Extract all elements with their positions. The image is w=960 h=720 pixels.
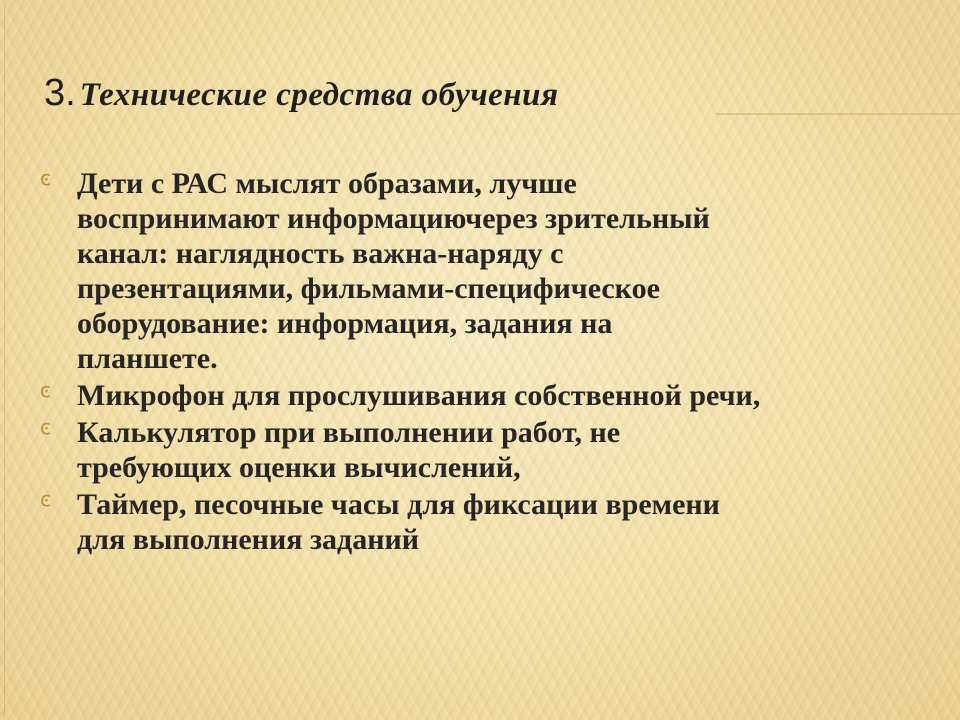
bullet-item-timer bbox=[40, 487, 940, 557]
bullet-item-microphone bbox=[40, 378, 940, 413]
bullet-text: Калькулятор при выполнении работ, не требующих оценки вычислений, bbox=[77, 416, 621, 484]
bullet-item-visual-perception bbox=[40, 166, 940, 376]
slide-title bbox=[44, 72, 558, 115]
bullet-text: Микрофон для прослушивания собственной речи, bbox=[77, 379, 761, 412]
slide-title-text: Технические средства обучения bbox=[79, 77, 559, 113]
slide-title-number: 3. bbox=[44, 72, 76, 114]
title-underline-divider bbox=[716, 113, 960, 115]
bullet-text: Таймер, песочные часы для фиксации времени для выполнения заданий bbox=[77, 488, 720, 556]
bullet-marker-icon: ͼ bbox=[40, 415, 51, 439]
bullet-marker-icon: ͼ bbox=[40, 166, 51, 190]
bullet-marker-icon: ͼ bbox=[40, 487, 51, 511]
bullet-item-calculator bbox=[40, 415, 940, 485]
bullet-marker-icon: ͼ bbox=[40, 378, 51, 402]
bullet-list bbox=[40, 166, 940, 559]
bullet-text: Дети с РАС мыслят образами, лучше воспринимают информациючерез зрительный канал: наглядность важна-наряду с презентациями, фильмами-специфическое оборудование: информация, задания на планшете. bbox=[77, 167, 710, 375]
